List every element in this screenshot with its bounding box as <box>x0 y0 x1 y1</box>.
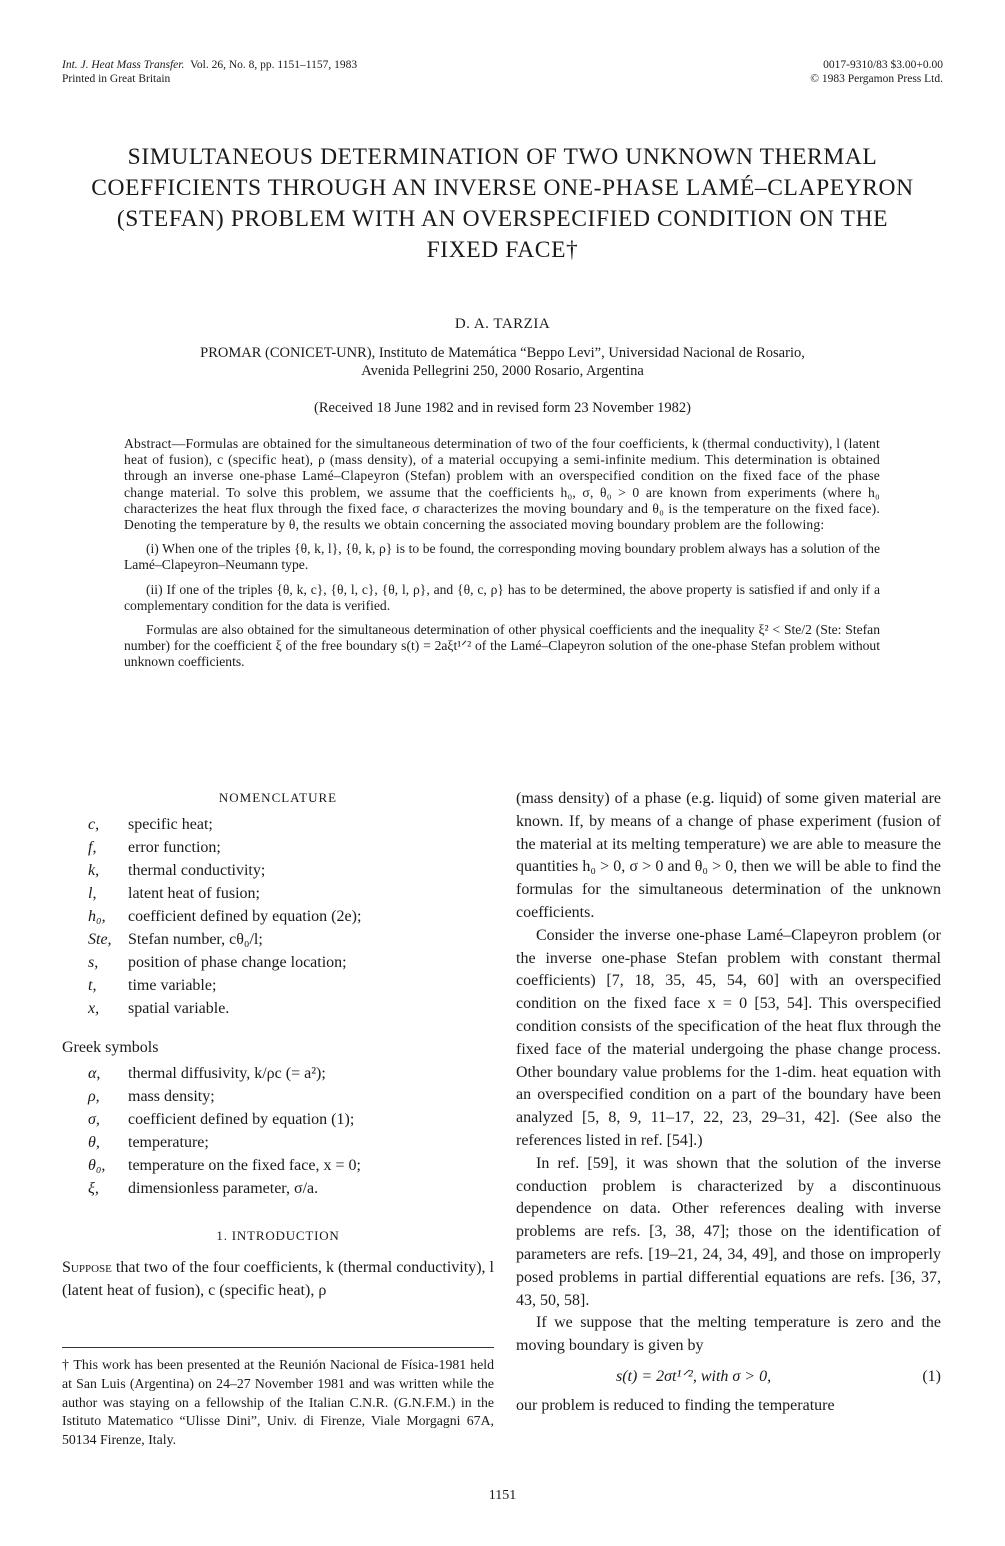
nomenclature-entry <box>62 1064 494 1087</box>
nomenclature-symbol: ξ, <box>88 1179 99 1197</box>
nomenclature-entry <box>62 1087 494 1110</box>
issn-price: 0017-9310/83 $3.00+0.00 <box>823 59 943 71</box>
nomenclature-heading: NOMENCLATURE <box>218 790 338 805</box>
equation-number: (1) <box>922 1367 941 1385</box>
nomenclature-entry <box>62 838 494 861</box>
footnote: † This work has been presented at the Reunión Nacional de Física-1981 held at San Luis (Argentina) on 24–27 November 1981 and was written while the author was staying on a fellowship of the Italian C.N.R. (G.N.F.M.) in the Istituto Matematico “Ulisse Dini”, Univ. di Firenze, Viale Morgagni 67A, 50134 Firenze, Italy. <box>62 1357 494 1448</box>
equation-expression: s(t) = 2σt¹ᐟ², with σ > 0, <box>616 1367 772 1385</box>
intro-text: that two of the four coefficients, k (thermal conductivity), l (latent heat of fusion), c (specific heat), ρ <box>62 1259 494 1300</box>
nomenclature-definition: mass density; <box>128 1087 215 1105</box>
nomenclature-entry <box>62 1133 494 1156</box>
nomenclature-symbol: θ₀, <box>88 1156 106 1174</box>
equation-1 <box>516 1366 941 1389</box>
nomenclature-definition: temperature on the fixed face, x = 0; <box>128 1156 361 1174</box>
running-header-right <box>810 58 943 86</box>
nomenclature-symbol: l, <box>88 885 97 903</box>
nomenclature-entry <box>62 907 494 930</box>
nomenclature-symbol: c, <box>88 816 100 834</box>
nomenclature-entry <box>62 884 494 907</box>
running-header-left <box>62 58 357 86</box>
nomenclature-definition: latent heat of fusion; <box>128 885 260 903</box>
affiliation <box>90 344 915 380</box>
affiliation-line-2: Avenida Pellegrini 250, 2000 Rosario, Argentina <box>361 363 644 379</box>
body-paragraph-2: Consider the inverse one-phase Lamé–Clapeyron problem (or the inverse one-phase Stefan problem with constant thermal coefficients) [7, 18, 35, 45, 54, 60] with an overspecified condition on the fixed face x = 0 [53, 54]. This overspecified condition consists of the specification of the heat flux through the fixed face of the material undergoing the phase change process. Other boundary value problems for the 1-dim. heat equation with an overspecified condition on a part of the boundary have been analyzed [5, 8, 9, 11–17, 22, 23, 29–31, 42]. (See also the references listed in ref. [54].) <box>516 926 941 1149</box>
greek-symbols-heading: Greek symbols <box>62 1039 159 1057</box>
introduction-paragraph <box>62 1257 494 1303</box>
nomenclature-symbol: ρ, <box>88 1087 100 1105</box>
abstract-item-ii: (ii) If one of the triples {θ, k, c}, {θ, l, c}, {θ, l, ρ}, and {θ, c, ρ} has to be determined, the above property is satisfied if and only if a complementary condition for the data is verified. <box>124 581 880 613</box>
nomenclature-entry <box>62 930 494 953</box>
nomenclature-symbol: α, <box>88 1064 101 1082</box>
nomenclature-symbol: k, <box>88 862 100 880</box>
abstract-paragraph-final: Formulas are also obtained for the simultaneous determination of other physical coefficients and the inequality ξ² < Ste/2 (Ste: Stefan number) for the coefficient ξ of the free boundary s(t) = 2aξt¹ᐟ² of the Lamé–Clapeyron solution of the one-phase Stefan problem without unknown coefficients. <box>124 622 880 670</box>
received-dates: (Received 18 June 1982 and in revised form 23 November 1982) <box>314 400 691 416</box>
nomenclature-symbol: x, <box>88 1000 100 1018</box>
nomenclature-entry <box>62 953 494 976</box>
nomenclature-entry <box>62 999 494 1022</box>
nomenclature-entry <box>62 1110 494 1133</box>
nomenclature-entry <box>62 1156 494 1179</box>
body-paragraph-1: (mass density) of a phase (e.g. liquid) of some given material are known. If, by means of a change of phase experiment (fusion of the material at its melting temperature) we are able to measure the quantities h₀ > 0, σ > 0 and θ₀ > 0, then we will be able to find the formulas for the simultaneous determination of the unknown coefficients. <box>516 790 941 921</box>
nomenclature-entry <box>62 1179 494 1202</box>
copyright: © 1983 Pergamon Press Ltd. <box>810 73 943 85</box>
nomenclature-entry <box>62 976 494 999</box>
intro-first-word: Suppose <box>62 1259 112 1277</box>
body-paragraph-5: our problem is reduced to finding the temperature <box>516 1396 835 1414</box>
nomenclature-symbol: Ste, <box>88 931 112 949</box>
journal-name: Int. J. Heat Mass Transfer. <box>62 59 185 71</box>
page-number: 1151 <box>488 1488 517 1503</box>
nomenclature-definition: error function; <box>128 839 221 857</box>
footnote-rule <box>62 1347 494 1348</box>
nomenclature-symbol: f, <box>88 839 97 857</box>
nomenclature-definition: coefficient defined by equation (1); <box>128 1110 355 1128</box>
nomenclature-definition: position of phase change location; <box>128 954 347 972</box>
nomenclature-symbol: s, <box>88 954 99 972</box>
nomenclature-definition: spatial variable. <box>128 1000 230 1018</box>
paper-title: SIMULTANEOUS DETERMINATION OF TWO UNKNOWN THERMAL COEFFICIENTS THROUGH AN INVERSE ONE-PHASE LAMÉ–CLAPEYRON (STEFAN) PROBLEM WITH AN OVERSPECIFIED CONDITION ON THE FIXED FACE† <box>91 144 914 263</box>
nomenclature-symbol: h₀, <box>88 908 106 926</box>
journal-volume: Vol. 26, No. 8, pp. 1151–1157, 1983 <box>190 59 358 71</box>
nomenclature-definition: thermal conductivity; <box>128 862 266 880</box>
nomenclature-definition: dimensionless parameter, σ/a. <box>128 1179 319 1197</box>
greek-symbols-list <box>62 1064 494 1202</box>
nomenclature-definition: Stefan number, cθ₀/l; <box>128 931 263 949</box>
nomenclature-entry <box>62 861 494 884</box>
right-column <box>516 788 941 1418</box>
nomenclature-definition: temperature; <box>128 1133 209 1151</box>
nomenclature-definition: thermal diffusivity, k/ρc (= a²); <box>128 1064 326 1082</box>
nomenclature-entry <box>62 815 494 838</box>
left-column <box>62 788 494 1303</box>
nomenclature-definition: specific heat; <box>128 816 213 834</box>
author: D. A. TARZIA <box>454 316 551 332</box>
body-paragraph-4: If we suppose that the melting temperature is zero and the moving boundary is given by <box>516 1314 941 1355</box>
nomenclature-symbol: θ, <box>88 1133 100 1151</box>
nomenclature-definition: coefficient defined by equation (2e); <box>128 908 362 926</box>
body-paragraph-3: In ref. [59], it was shown that the solution of the inverse conduction problem is characterized by a discontinuous dependence on data. Other references dealing with inverse problems are refs. [3, 38, 47]; those on the identification of parameters are refs. [19–21, 24, 34, 49], and those on improperly posed problems in partial differential equations are refs. [36, 37, 43, 50, 58]. <box>516 1154 941 1309</box>
abstract-paragraph-1: Abstract—Formulas are obtained for the simultaneous determination of two of the four coefficients, k (thermal conductivity), l (latent heat of fusion), c (specific heat), ρ (mass density), of a material occupying a semi-infinite medium. This determination is obtained through an inverse one-phase Lamé–Clapeyron (Stefan) problem with an overspecified condition on the fixed face of the phase change material. To solve this problem, we assume that the coefficients h₀, σ, θ₀ > 0 are known from experiments (where h₀ characterizes the heat flux through the fixed face, σ characterizes the moving boundary and θ₀ is the temperature on the fixed face). Denoting the temperature by θ, the results we obtain concerning the associated moving boundary problem are the following: <box>124 436 880 533</box>
abstract <box>124 436 880 679</box>
affiliation-line-1: PROMAR (CONICET-UNR), Instituto de Matemática “Beppo Levi”, Universidad Nacional de Rosario, <box>200 345 805 361</box>
nomenclature-symbol: t, <box>88 977 97 995</box>
printed-in: Printed in Great Britain <box>62 73 171 85</box>
nomenclature-symbol: σ, <box>88 1110 100 1128</box>
section-heading-introduction: 1. INTRODUCTION <box>216 1227 340 1243</box>
abstract-item-i: (i) When one of the triples {θ, k, l}, {θ, k, ρ} is to be found, the corresponding moving boundary problem always has a solution of the Lamé–Clapeyron–Neumann type. <box>124 541 880 573</box>
nomenclature-definition: time variable; <box>128 977 217 995</box>
nomenclature-list <box>62 815 494 1022</box>
